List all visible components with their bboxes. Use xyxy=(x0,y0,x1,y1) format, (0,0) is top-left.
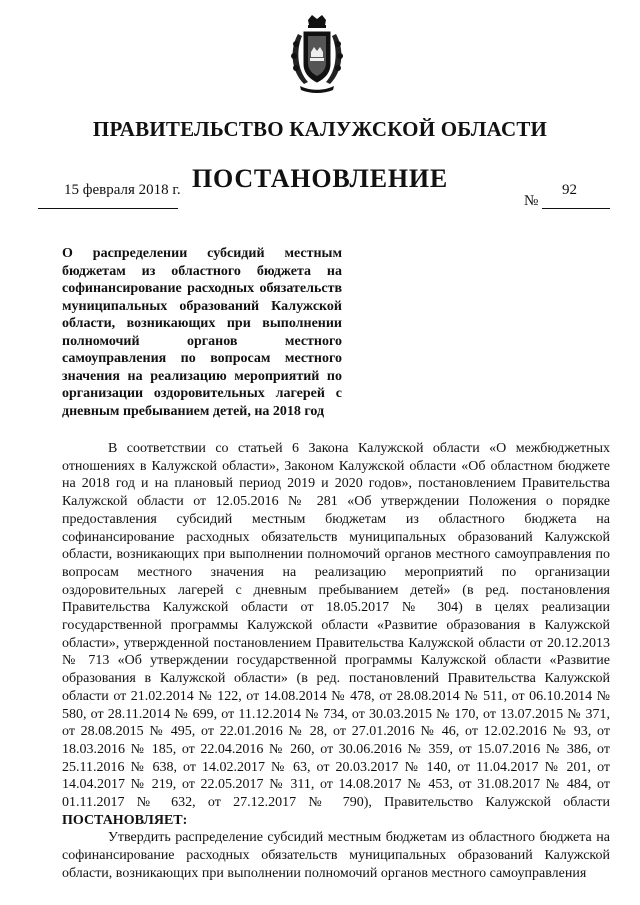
government-title: ПРАВИТЕЛЬСТВО КАЛУЖСКОЙ ОБЛАСТИ xyxy=(92,117,548,141)
preamble-text: В соответствии со статьей 6 Закона Калужской области «О межбюджетных отношениях в Калужской области», Законом Калужской области «Об областном бюджете на 2018 год и на плановый период 2019 и 2020 годов», постановлением Правительства Калужской области от 12.05.2016 № 281 «Об утверждении Положения о порядке предоставления субсидий местным бюджетам из областного бюджета на софинансирование расходных обязательств муниципальных образований Калужской области, возникающих при выполнении полномочий органов местного самоуправления по вопросам местного значения на реализацию мероприятий по организации оздоровительных лагерей с дневным пребыванием детей» (в ред. постановления Правительства Калужской области от 18.05.2017 № 304) в целях реализации государственной программы Калужской области «Развитие образования в Калужской области», утвержденной постановлением Правительства Калужской области от 20.12.2013 № 713 «Об утверждении государственной программы Калужской области «Развитие образования в Калужской области» (в ред. постановлений Правительства Калужской области от 21.02.2014 № 122, от 14.08.2014 № 478, от 28.08.2014 № 511, от 06.10.2014 № 580, от 28.11.2014 № 699, от 11.12.2014 № 734, от 30.03.2015 № 170, от 13.07.2015 № 371, от 28.08.2015 № 495, от 22.01.2016 № 28, от 27.01.2016 № 46, от 12.02.2016 № 93, от 18.03.2016 № 185, от 22.04.2016 № 260, от 30.06.2016 № 359, от 15.07.2016 № 386, от 25.11.2016 № 638, от 14.02.2017 № 63, от 20.03.2017 № 140, от 11.04.2017 № 201, от 14.04.2017 № 219, от 22.05.2017 № 311, от 14.08.2017 № 453, от 31.08.2017 № 484, от 01.11.2017 № 632, от 27.12.2017 № 790), Правительство Калужской области xyxy=(62,441,610,811)
date-underline xyxy=(38,208,178,209)
kaluga-coat-of-arms-icon xyxy=(286,14,348,96)
document-subject: О распределении субсидий местным бюджетам из областного бюджета на софинансирование расходных обязательств муниципальных образований Калужской области, возникающих при выполнении полномочий органов местного самоуправления по вопросам местного значения на реализацию мероприятий по организации оздоровительных лагерей с дневным пребыванием детей, на 2018 год xyxy=(62,246,342,419)
document-date: 15 февраля 2018 г. xyxy=(64,182,181,198)
number-underline xyxy=(542,208,610,209)
document-number: 92 xyxy=(562,182,577,198)
resolves-keyword: ПОСТАНОВЛЯЕТ: xyxy=(62,812,188,828)
document-number-label: № xyxy=(524,193,539,209)
document-type-title: ПОСТАНОВЛЕНИЕ xyxy=(191,164,449,193)
document-body xyxy=(62,440,610,883)
body-paragraph: Утвердить распределение субсидий местным бюджетам из областного бюджета на софинансирование расходных обязательств муниципальных образований Калужской области, возникающих при выполнении полномочий органов местного самоуправления xyxy=(62,830,610,881)
body-paragraph xyxy=(62,440,610,829)
